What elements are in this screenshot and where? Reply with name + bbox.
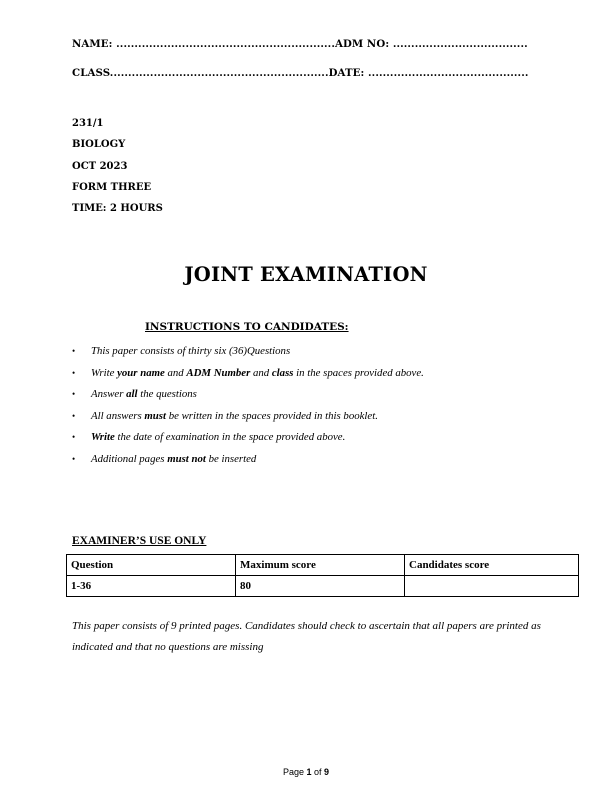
question-range-cell: 1-36 — [67, 576, 236, 597]
page-number: Page 1 of 9 — [282, 767, 330, 777]
paper-code: 231/1 — [72, 118, 104, 129]
bullet-icon: • — [72, 389, 76, 399]
paper-date: OCT 2023 — [72, 160, 128, 172]
name-adm-field-line: NAME: ............................................................ADM NO: ..................................... — [72, 38, 528, 50]
bullet-icon: • — [72, 367, 76, 378]
instruction-item: • All answers must be written in the spaces provided in this booklet. — [72, 406, 424, 428]
instruction-item: • Write your name and ADM Number and class in the spaces provided above. — [72, 363, 424, 385]
bullet-icon: • — [72, 346, 76, 356]
column-header: Maximum score — [236, 555, 405, 576]
instructions-heading: INSTRUCTIONS TO CANDIDATES: — [145, 321, 349, 333]
column-header: Candidates score — [405, 555, 579, 576]
footnote: This paper consists of 9 printed pages. Candidates should check to ascertain that all papers are printed as indicated and that no questions are missing — [72, 620, 541, 653]
score-table — [66, 554, 579, 597]
paper-subject: BIOLOGY — [72, 139, 126, 151]
candidate-score-cell[interactable] — [405, 576, 579, 597]
instruction-item: • Answer all the questions — [72, 384, 424, 406]
instruction-item: • Write the date of examination in the space provided above. — [72, 427, 424, 449]
instruction-item: • Additional pages must not be inserted — [72, 449, 424, 471]
class-date-field-line: CLASS............................................................DATE: ............................................ — [72, 67, 529, 79]
paper-time: TIME: 2 HOURS — [72, 203, 163, 215]
table-header-row — [67, 555, 579, 576]
page-title: JOINT EXAMINATION — [184, 263, 428, 286]
paper-meta — [72, 113, 163, 219]
max-score-cell: 80 — [236, 576, 405, 597]
instruction-item: • This paper consists of thirty six (36)Questions — [72, 341, 424, 363]
paper-form: FORM THREE — [72, 181, 152, 193]
table-row — [67, 576, 579, 597]
bullet-icon: • — [72, 453, 76, 464]
examiner-heading: EXAMINER’S USE ONLY — [72, 535, 207, 547]
bullet-icon: • — [72, 410, 76, 421]
column-header: Question — [67, 555, 236, 576]
bullet-icon: • — [72, 432, 76, 442]
instructions-list — [72, 341, 424, 470]
